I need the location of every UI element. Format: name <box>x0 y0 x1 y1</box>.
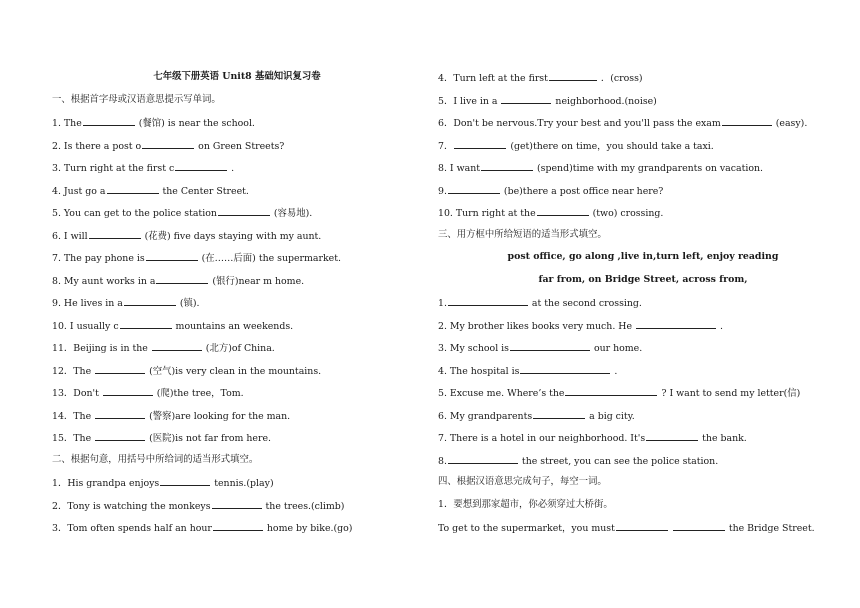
s1-item-4: 4. Just go a the Center Street. <box>52 186 249 197</box>
s3-item-2: 2. My brother likes books very much. He . <box>438 321 723 332</box>
answer-blank[interactable] <box>160 476 210 486</box>
section-2-heading: 二、根据句意，用括号中所给词的适当形式填空。 <box>52 454 259 465</box>
s1-item-2: 2. Is there a post o on Green Streets? <box>52 141 285 152</box>
s2-item-7: 7． (get)there on time，you should take a taxi. <box>438 141 714 152</box>
s1-item-6: 6. I will (花费) five days staying with my aunt. <box>52 231 322 242</box>
answer-blank[interactable] <box>616 521 668 531</box>
answer-blank[interactable] <box>175 161 227 171</box>
answer-blank[interactable] <box>565 386 657 396</box>
s1-item-15: 15．The (医院)is not far from here. <box>52 433 271 444</box>
s1-item-8: 8. My aunt works in a (银行)near m home. <box>52 276 305 287</box>
phrase-box-line-1: post office, go along ,live in,turn left, enjoy reading <box>507 251 779 262</box>
s2-item-1: 1．His grandpa enjoys tennis.(play) <box>52 478 274 489</box>
phrase-box-line-2: far from, on Bridge Street, across from, <box>538 274 748 285</box>
s1-item-1: 1. The (餐馆) is near the school. <box>52 118 255 129</box>
s3-item-1: 1. at the second crossing. <box>438 298 642 309</box>
answer-blank[interactable] <box>454 139 506 149</box>
s2-item-6: 6．Don't be nervous.Try your best and you'll pass the exam (easy). <box>438 118 808 129</box>
s4-item-1-english: To get to the supermarket，you must the Bridge Street. <box>438 523 815 534</box>
answer-blank[interactable] <box>448 454 518 464</box>
answer-blank[interactable] <box>673 521 725 531</box>
answer-blank[interactable] <box>533 409 585 419</box>
s4-item-1-chinese: 1．要想到那家超市，你必须穿过大桥街。 <box>438 499 613 510</box>
s3-item-3: 3. My school is our home. <box>438 343 643 354</box>
s3-item-7: 7. There is a hotel in our neighborhood. It's the bank. <box>438 433 747 444</box>
s2-item-9: 9. (be)there a post office near here? <box>438 186 664 197</box>
s1-item-9: 9. He lives in a (镇). <box>52 298 200 309</box>
s3-item-5: 5. Excuse me. Where’s the ? I want to send my letter(信) <box>438 388 801 399</box>
s3-item-4: 4. The hospital is . <box>438 366 618 377</box>
answer-blank[interactable] <box>448 296 528 306</box>
section-4-heading: 四、根据汉语意思完成句子，每空一词。 <box>438 476 607 487</box>
s2-item-10: 10. Turn right at the (two) crossing. <box>438 208 664 219</box>
s1-item-11: 11．Beijing is in the (北方)of China. <box>52 343 275 354</box>
answer-blank[interactable] <box>95 409 145 419</box>
answer-blank[interactable] <box>213 521 263 531</box>
answer-blank[interactable] <box>501 94 551 104</box>
answer-blank[interactable] <box>152 341 202 351</box>
answer-blank[interactable] <box>549 71 597 81</box>
answer-blank[interactable] <box>83 116 135 126</box>
s2-item-5: 5．I live in a neighborhood.(noise) <box>438 96 657 107</box>
section-3-heading: 三、用方框中所给短语的适当形式填空。 <box>438 229 607 240</box>
answer-blank[interactable] <box>146 251 198 261</box>
answer-blank[interactable] <box>636 319 716 329</box>
s2-item-8: 8. I want (spend)time with my grandparents on vacation. <box>438 163 764 174</box>
s1-item-13: 13．Don't (爬)the tree，Tom. <box>52 388 244 399</box>
answer-blank[interactable] <box>107 184 159 194</box>
answer-blank[interactable] <box>95 431 145 441</box>
answer-blank[interactable] <box>481 161 533 171</box>
answer-blank[interactable] <box>95 364 145 374</box>
s1-item-3: 3. Turn right at the first c . <box>52 163 235 174</box>
answer-blank[interactable] <box>156 274 208 284</box>
s2-item-2: 2．Tony is watching the monkeys the trees.(climb) <box>52 501 345 512</box>
s1-item-14: 14．The (警察)are looking for the man. <box>52 411 291 422</box>
s1-item-5: 5. You can get to the police station (容易地). <box>52 208 313 219</box>
s2-item-4: 4．Turn left at the first ．(cross) <box>438 73 643 84</box>
answer-blank[interactable] <box>520 364 610 374</box>
s2-item-3: 3．Tom often spends half an hour home by bike.(go) <box>52 523 353 534</box>
answer-blank[interactable] <box>510 341 590 351</box>
answer-blank[interactable] <box>722 116 772 126</box>
s1-item-7: 7. The pay phone is (在……后面) the supermarket. <box>52 253 341 264</box>
answer-blank[interactable] <box>218 206 270 216</box>
s3-item-8: 8. the street, you can see the police station. <box>438 456 719 467</box>
answer-blank[interactable] <box>212 499 262 509</box>
worksheet-title: 七年级下册英语 Unit8 基础知识复习卷 <box>153 71 321 82</box>
answer-blank[interactable] <box>120 319 172 329</box>
s1-item-10: 10. I usually c mountains an weekends. <box>52 321 294 332</box>
s1-item-12: 12．The (空气)is very clean in the mountains. <box>52 366 322 377</box>
section-1-heading: 一、根据首字母或汉语意思提示写单词。 <box>52 94 221 105</box>
answer-blank[interactable] <box>646 431 698 441</box>
answer-blank[interactable] <box>103 386 153 396</box>
answer-blank[interactable] <box>142 139 194 149</box>
s3-item-6: 6. My grandparents a big city. <box>438 411 635 422</box>
answer-blank[interactable] <box>124 296 176 306</box>
answer-blank[interactable] <box>537 206 589 216</box>
answer-blank[interactable] <box>448 184 500 194</box>
answer-blank[interactable] <box>89 229 141 239</box>
